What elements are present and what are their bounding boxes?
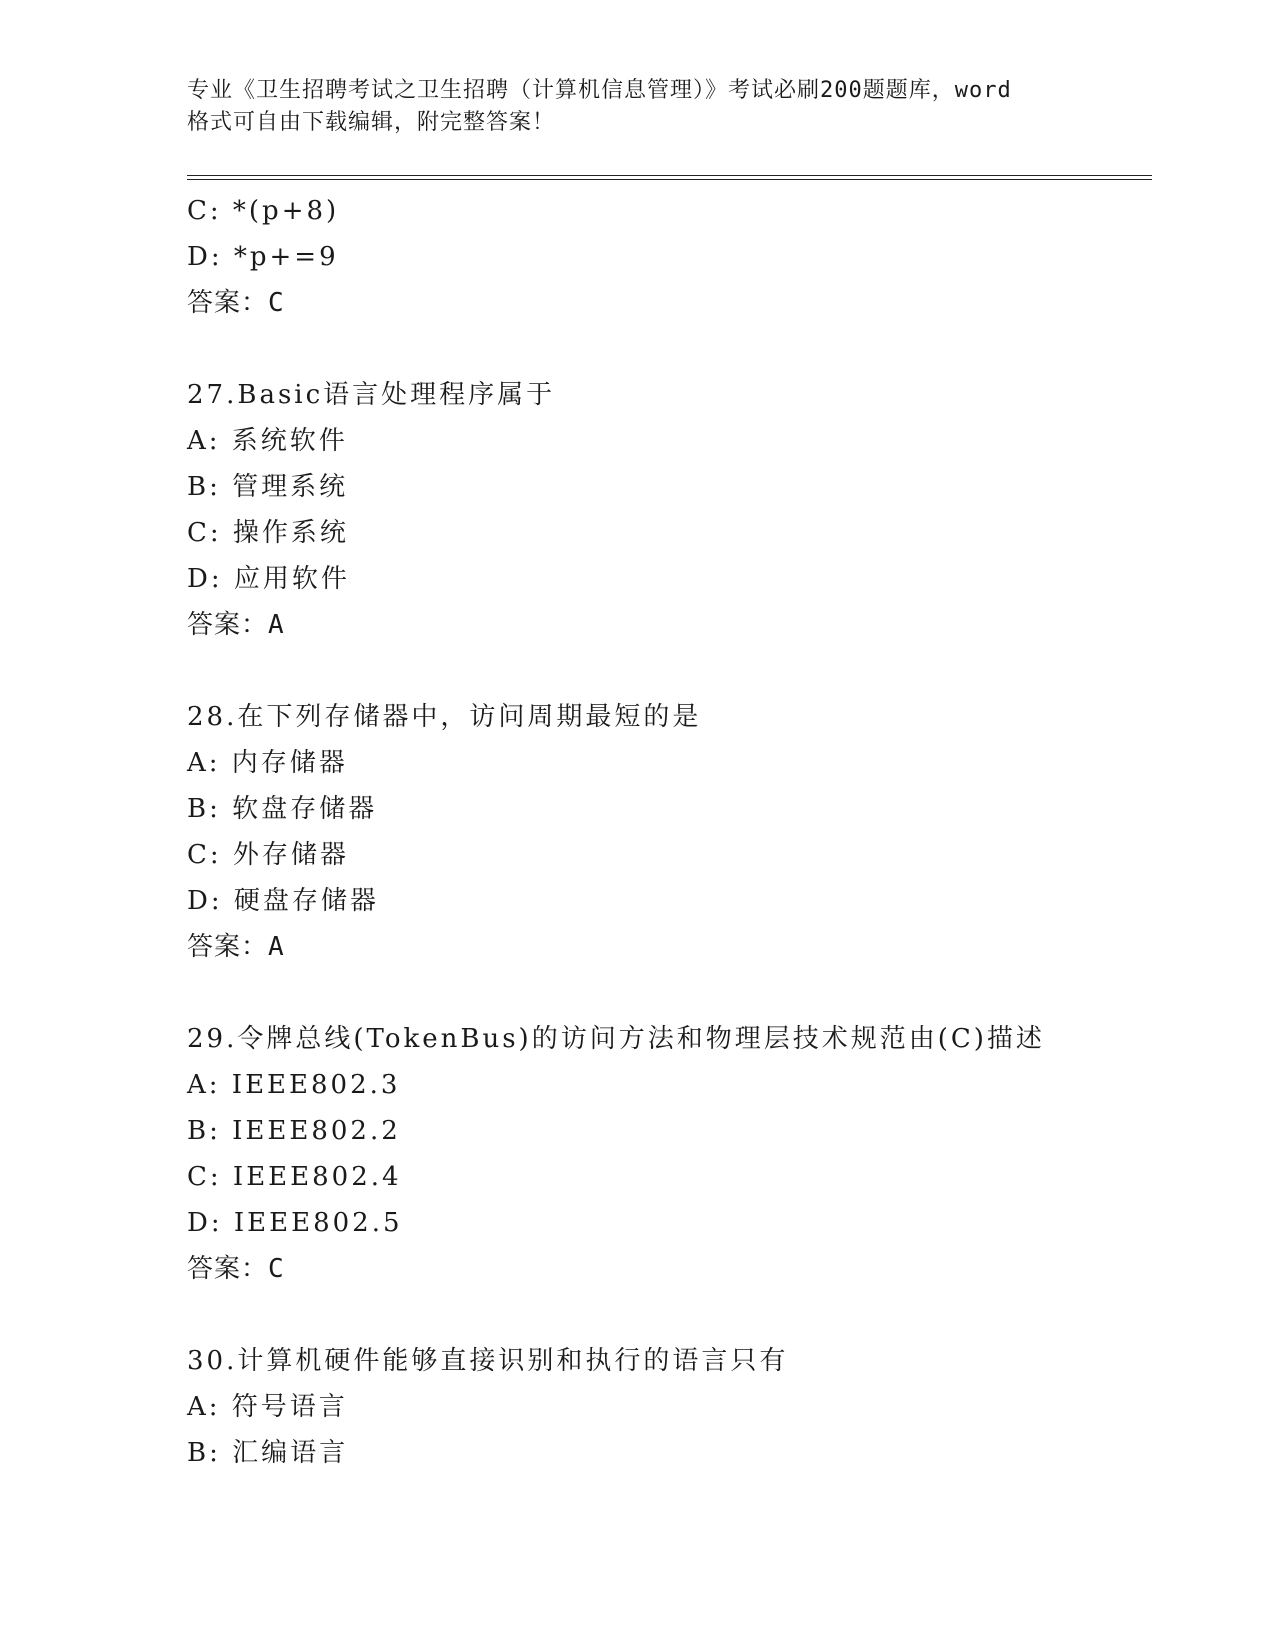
q27-question: 27.Basic语言处理程序属于 xyxy=(187,380,556,410)
spacer xyxy=(187,1292,1152,1338)
q27-option-a: A: 系统软件 xyxy=(187,426,348,456)
q28-answer: 答案：A xyxy=(187,932,285,962)
q29-option-b: B: IEEE802.2 xyxy=(187,1116,401,1146)
q29-option-c: C: IEEE802.4 xyxy=(187,1162,402,1192)
question-list xyxy=(187,188,1152,1476)
q26-option-c: C: *(p+8) xyxy=(187,196,340,226)
q29-option-d: D: IEEE802.5 xyxy=(187,1208,403,1238)
q29-question: 29.令牌总线(TokenBus)的访问方法和物理层技术规范由(C)描述 xyxy=(187,1024,1045,1054)
spacer xyxy=(187,648,1152,694)
q29-answer: 答案：C xyxy=(187,1254,285,1284)
header-divider xyxy=(187,175,1152,180)
q26-option-d: D: *p+=9 xyxy=(187,242,339,272)
document-page xyxy=(187,70,1152,1476)
q27-option-d: D: 应用软件 xyxy=(187,564,350,594)
q30-option-b: B: 汇编语言 xyxy=(187,1438,349,1468)
q30-question: 30.计算机硬件能够直接识别和执行的语言只有 xyxy=(187,1346,789,1376)
q28-question: 28.在下列存储器中，访问周期最短的是 xyxy=(187,702,702,732)
q28-option-c: C: 外存储器 xyxy=(187,840,349,870)
q27-option-c: C: 操作系统 xyxy=(187,518,349,548)
q27-answer: 答案：A xyxy=(187,610,285,640)
header-title-line-1: 专业《卫生招聘考试之卫生招聘（计算机信息管理）》考试必刷200题题库，word xyxy=(187,78,1012,103)
spacer xyxy=(187,326,1152,372)
header-title-line-2: 格式可自由下载编辑，附完整答案！ xyxy=(187,110,556,135)
q26-answer: 答案：C xyxy=(187,288,285,318)
q28-option-d: D: 硬盘存储器 xyxy=(187,886,379,916)
q27-option-b: B: 管理系统 xyxy=(187,472,349,502)
spacer xyxy=(187,970,1152,1016)
q30-option-a: A: 符号语言 xyxy=(187,1392,348,1422)
document-header xyxy=(187,75,1152,139)
q28-option-b: B: 软盘存储器 xyxy=(187,794,378,824)
q28-option-a: A: 内存储器 xyxy=(187,748,348,778)
q29-option-a: A: IEEE802.3 xyxy=(187,1070,401,1100)
